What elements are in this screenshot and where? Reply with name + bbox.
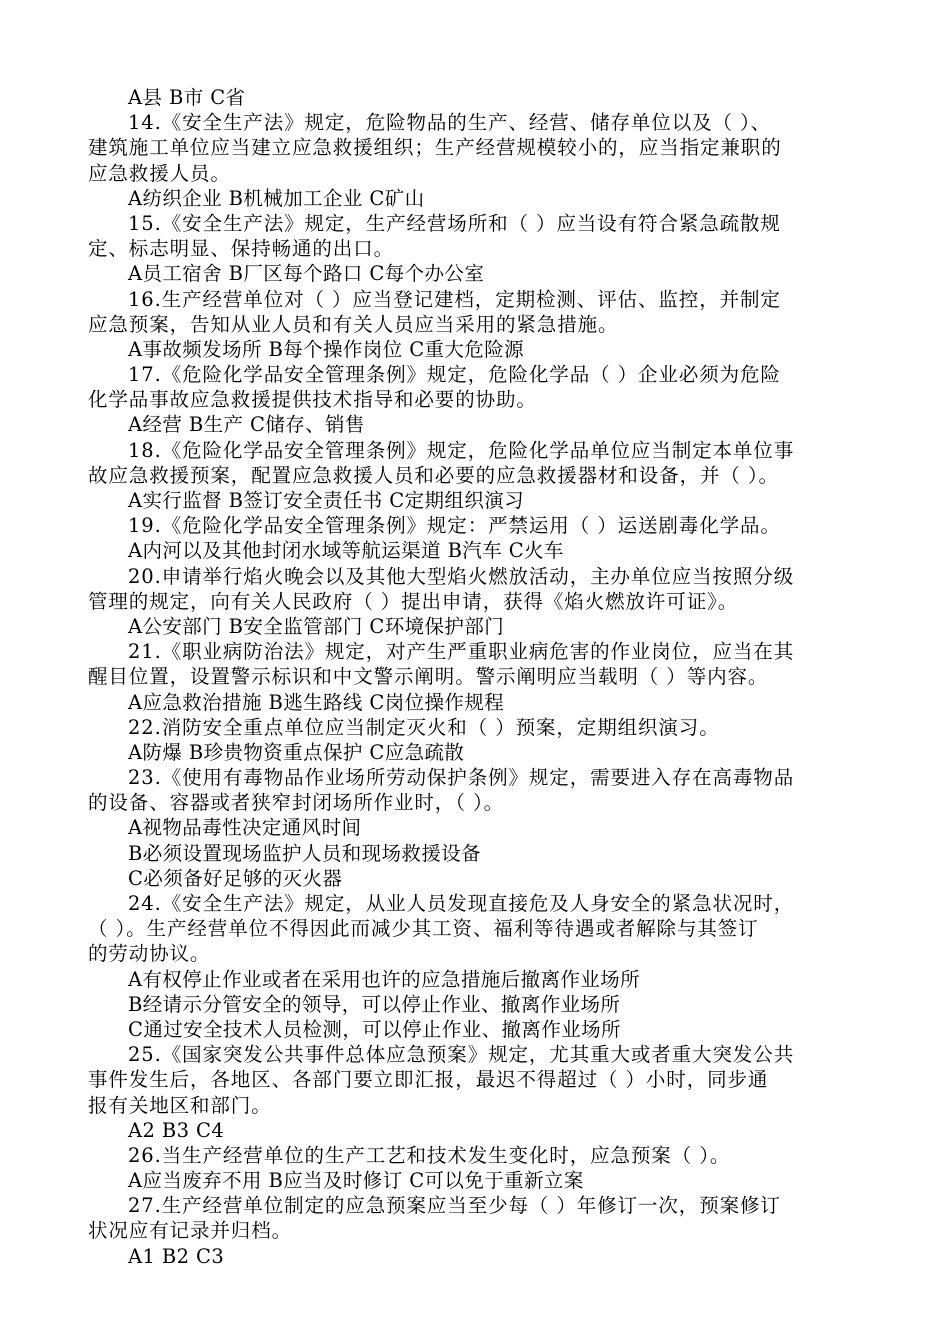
question-line: 醒目位置，设置警示标识和中文警示阐明。警示阐明应当载明（ ）等内容。 xyxy=(88,665,769,689)
question-line: 定、标志明显、保持畅通的出口。 xyxy=(88,237,395,261)
question-27: 27.生产经营单位制定的应急预案应当至少每（ ）年修订一次，预案修订 xyxy=(128,1194,781,1218)
question-line: 建筑施工单位应当建立应急救援组织；生产经营规模较小的，应当指定兼职的 xyxy=(88,136,782,160)
question-line: 故应急救援预案，配置应急救援人员和必要的应急救援器材和设备，并（ ）。 xyxy=(88,463,779,487)
option-a: A有权停止作业或者在采用也许的应急措施后撤离作业场所 xyxy=(128,967,640,991)
question-16: 16.生产经营单位对（ ）应当登记建档，定期检测、评估、监控，并制定 xyxy=(128,287,781,311)
question-21: 21.《职业病防治法》规定，对产生严重职业病危害的作业岗位，应当在其 xyxy=(128,640,795,664)
option-c: C通过安全技术人员检测，可以停止作业、撤离作业场所 xyxy=(128,1017,621,1041)
question-18: 18.《危险化学品安全管理条例》规定，危险化学品单位应当制定本单位事 xyxy=(128,438,795,462)
question-line: 报有关地区和部门。 xyxy=(88,1093,272,1117)
options-line: A实行监督 B签订安全责任书 C定期组织演习 xyxy=(128,489,525,512)
option-b: B经请示分管安全的领导，可以停止作业、撤离作业场所 xyxy=(128,992,621,1016)
options-line: A应当废弃不用 B应当及时修订 C可以免于重新立案 xyxy=(128,1169,584,1193)
question-line: （ ）。生产经营单位不得因此而减少其工资、福利等待遇或者解除与其签订 xyxy=(88,917,759,941)
question-14: 14.《安全生产法》规定，危险物品的生产、经营、储存单位以及（ ）、 xyxy=(128,111,772,135)
question-line: 事件发生后，各地区、各部门要立即汇报，最迟不得超过（ ）小时，同步通 xyxy=(88,1068,769,1092)
options-line: A县 B市 C省 xyxy=(128,86,246,109)
options-line: A内河以及其他封闭水域等航运渠道 B汽车 C火车 xyxy=(128,539,564,563)
options-line: A经营 B生产 C储存、销售 xyxy=(128,413,365,437)
option-a: A视物品毒性决定通风时间 xyxy=(128,816,362,840)
options-line: A事故频发场所 B每个操作岗位 C重大危险源 xyxy=(128,337,525,361)
options-line: A2 B3 C4 xyxy=(128,1118,225,1142)
question-line: 状况应有记录并归档。 xyxy=(88,1219,293,1243)
option-c: C必须备好足够的灭火器 xyxy=(128,866,343,890)
options-line: A应急救治措施 B逃生路线 C岗位操作规程 xyxy=(128,690,505,714)
options-line: A公安部门 B安全监管部门 C环境保护部门 xyxy=(128,614,505,638)
document-page xyxy=(88,85,864,1269)
question-line: 的劳动协议。 xyxy=(88,942,211,966)
options-line: A员工宿舍 B厂区每个路口 C每个办公室 xyxy=(128,262,485,286)
question-26: 26.当生产经营单位的生产工艺和技术发生变化时，应急预案（ ）。 xyxy=(128,1143,731,1167)
question-24: 24.《安全生产法》规定，从业人员发现直接危及人身安全的紧急状况时， xyxy=(128,892,795,915)
options-line: A纺织企业 B机械加工企业 C矿山 xyxy=(128,186,425,210)
options-line: A1 B2 C3 xyxy=(128,1244,225,1268)
question-line: 应急预案，告知从业人员和有关人员应当采用的紧急措施。 xyxy=(88,312,619,336)
option-b: B必须设置现场监护人员和现场救援设备 xyxy=(128,841,482,865)
question-line: 管理的规定，向有关人民政府（ ）提出申请，获得《焰火燃放许可证》。 xyxy=(88,589,739,613)
question-19: 19.《危险化学品安全管理条例》规定：严禁运用（ ）运送剧毒化学品。 xyxy=(128,514,781,538)
question-line: 应急救援人员。 xyxy=(88,161,231,185)
question-17: 17.《危险化学品安全管理条例》规定，危险化学品（ ）企业必须为危险 xyxy=(128,363,781,387)
question-line: 化学品事故应急救援提供技术指导和必要的协助。 xyxy=(88,388,537,412)
options-line: A防爆 B珍贵物资重点保护 C应急疏散 xyxy=(128,740,465,764)
question-22: 22.消防安全重点单位应当制定灭火和（ ）预案，定期组织演习。 xyxy=(128,715,720,739)
question-25: 25.《国家突发公共事件总体应急预案》规定，尤其重大或者重大突发公共 xyxy=(128,1043,795,1067)
question-line: 的设备、容器或者狭窄封闭场所作业时，（ ）。 xyxy=(88,791,504,815)
question-20: 20.申请举行焰火晚会以及其他大型焰火燃放活动，主办单位应当按照分级 xyxy=(128,564,795,588)
question-23: 23.《使用有毒物品作业场所劳动保护条例》规定，需要进入存在高毒物品 xyxy=(128,766,795,790)
question-15: 15.《安全生产法》规定，生产经营场所和（ ）应当设有符合紧急疏散规 xyxy=(128,211,781,235)
